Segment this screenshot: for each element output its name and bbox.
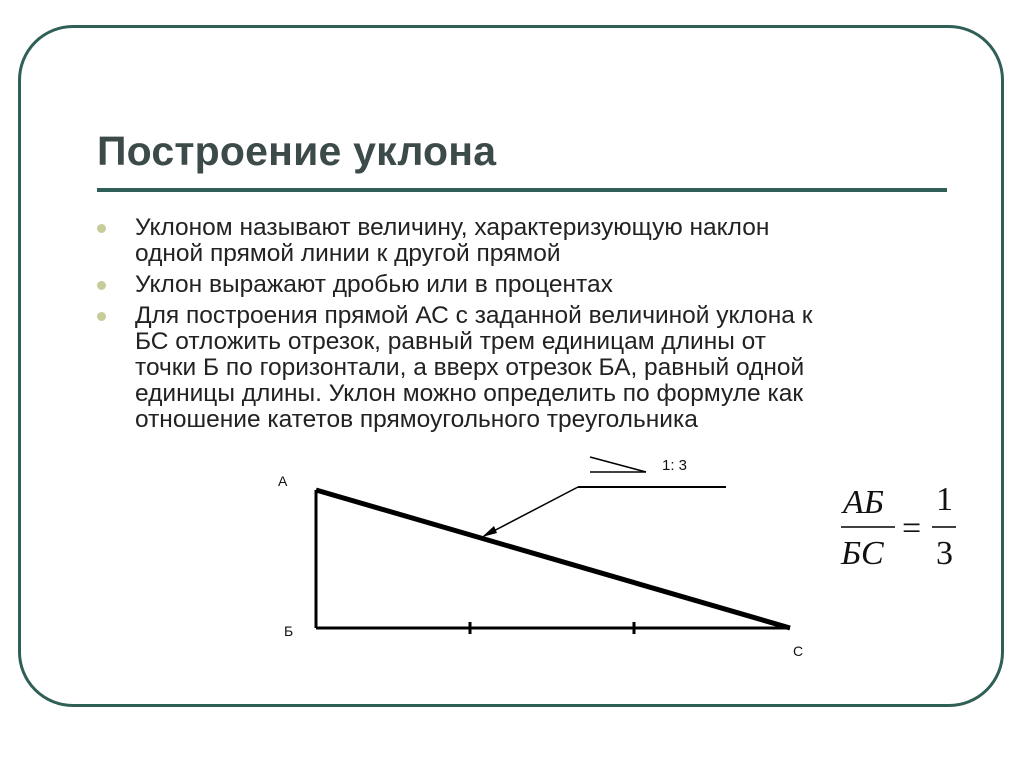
slide-title: Построение уклона (97, 128, 497, 174)
slope-sign-incline (590, 457, 646, 472)
formula-right-numerator: 1 (936, 481, 953, 518)
vertex-b-label: Б (284, 623, 294, 639)
formula-right-denominator: 3 (936, 535, 953, 572)
slope-ratio-label: 1: 3 (662, 457, 688, 474)
slope-formula (840, 481, 956, 572)
formula-equals: = (902, 510, 922, 547)
formula-left-denominator: БС (841, 535, 884, 572)
bullet-text: Для построения прямой АС с заданной величиной уклона к БС отложить отрезок, равный трем единицам длины от точки Б по горизонтали, а вверх отрезок БА, равный одной единицы длины. Уклон можно определить по формуле как отношение катетов прямоугольного треугольника (135, 302, 813, 433)
hypotenuse-ac (316, 490, 790, 628)
leader-line (484, 487, 578, 536)
formula-left-numerator: АБ (843, 484, 884, 521)
vertex-c-label: С (793, 643, 804, 659)
vertex-a-label: А (278, 473, 288, 489)
arrowhead-icon (482, 526, 497, 537)
bullet-text: Уклон выражают дробью или в процентах (135, 271, 613, 298)
bullet-text: Уклоном называют величину, характеризующую наклон одной прямой линии к другой прямой (135, 214, 770, 267)
